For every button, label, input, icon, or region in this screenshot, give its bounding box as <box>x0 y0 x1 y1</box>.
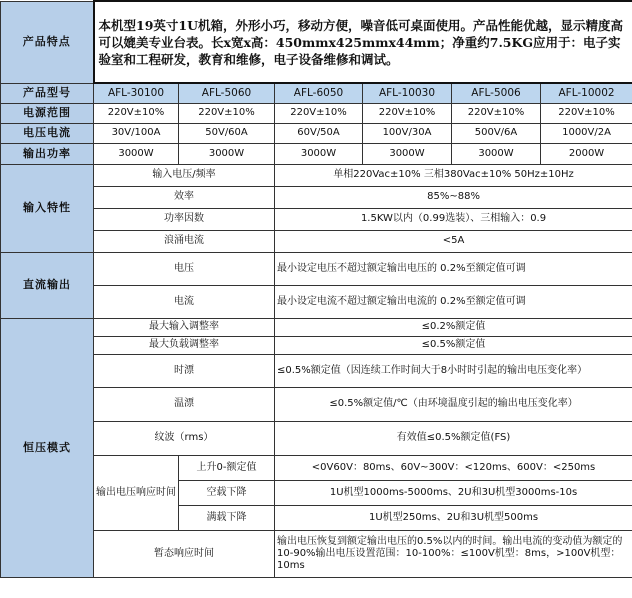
transient-label: 暂态响应时间 <box>94 530 275 577</box>
power-range-cell: 220V±10% <box>452 103 541 123</box>
output-power-label: 输出功率 <box>1 143 94 164</box>
model-cell: AFL-10002 <box>541 83 632 103</box>
power-range-cell: 220V±10% <box>94 103 179 123</box>
input-param-name: 功率因数 <box>94 208 275 230</box>
output-power-cell: 3000W <box>94 143 179 164</box>
input-param-name: 效率 <box>94 186 275 208</box>
features-text: 本机型19英寸1U机箱，外形小巧，移动方便，噪音低可桌面使用。产品性能优越，显示精度高可以媲美专业台表。长x宽x高：450mmx425mmx44mm；净重约7.5KG应用于：电子实验室和工程研发，教育和维修，电子设备维修和调试。 <box>94 1 632 83</box>
volt-curr-cell: 30V/100A <box>94 123 179 143</box>
cv-param-name: 时漂 <box>94 354 275 387</box>
input-param-value: <5A <box>275 230 632 252</box>
cv-param-value: 有效值≤0.5%额定值(FS) <box>275 421 632 455</box>
dc-param-value: 最小设定电流不超过额定输出电流的 0.2%至额定值可调 <box>275 285 632 318</box>
response-param-value: 1U机型250ms、2U和3U机型500ms <box>275 505 632 530</box>
volt-curr-cell: 50V/60A <box>179 123 275 143</box>
dc-param-value: 最小设定电压不超过额定输出电压的 0.2%至额定值可调 <box>275 252 632 285</box>
model-cell: AFL-5006 <box>452 83 541 103</box>
dc-param-name: 电压 <box>94 252 275 285</box>
volt-curr-cell: 500V/6A <box>452 123 541 143</box>
power-range-label: 电源范围 <box>1 103 94 123</box>
cv-param-value: ≤0.5%额定值/℃（由环境温度引起的输出电压变化率） <box>275 387 632 421</box>
cv-param-name: 纹波（rms） <box>94 421 275 455</box>
cv-param-value: ≤0.5%额定值（因连续工作时间大于8小时时引起的输出电压变化率） <box>275 354 632 387</box>
output-power-cell: 3000W <box>275 143 363 164</box>
response-param-name: 满载下降 <box>179 505 275 530</box>
power-range-cell: 220V±10% <box>541 103 632 123</box>
model-cell: AFL-10030 <box>363 83 452 103</box>
response-time-label: 输出电压响应时间 <box>94 455 179 530</box>
volt-curr-cell: 1000V/2A <box>541 123 632 143</box>
model-cell: AFL-30100 <box>94 83 179 103</box>
response-param-value: 1U机型1000ms-5000ms、2U和3U机型3000ms-10s <box>275 480 632 505</box>
volt-curr-cell: 100V/30A <box>363 123 452 143</box>
response-param-name: 上升0-额定值 <box>179 455 275 480</box>
cv-param-name: 最大输入调整率 <box>94 318 275 336</box>
cv-param-value: ≤0.2%额定值 <box>275 318 632 336</box>
output-power-cell: 3000W <box>179 143 275 164</box>
output-power-cell: 3000W <box>363 143 452 164</box>
cv-param-name: 最大负载调整率 <box>94 336 275 354</box>
input-param-value: 1.5KW以内（0.99选装）、三相输入：0.9 <box>275 208 632 230</box>
response-param-name: 空载下降 <box>179 480 275 505</box>
model-cell: AFL-6050 <box>275 83 363 103</box>
input-param-name: 输入电压/频率 <box>94 164 275 186</box>
cv-param-name: 温漂 <box>94 387 275 421</box>
power-range-cell: 220V±10% <box>275 103 363 123</box>
dc-param-name: 电流 <box>94 285 275 318</box>
response-param-value: <0V60V：80ms、60V~300V：<120ms、600V：<250ms <box>275 455 632 480</box>
transient-value: 输出电压恢复到额定输出电压的0.5%以内的时间。输出电流的变动值为额定的10-90%输出电压设置范围：10-100%：≤100V机型：8ms，>100V机型：10ms <box>275 530 632 577</box>
model-cell: AFL-5060 <box>179 83 275 103</box>
output-power-cell: 3000W <box>452 143 541 164</box>
dc-output-label: 直流输出 <box>1 252 94 318</box>
cv-param-value: ≤0.5%额定值 <box>275 336 632 354</box>
output-power-cell: 2000W <box>541 143 632 164</box>
input-param-value: 85%~88% <box>275 186 632 208</box>
cv-mode-label: 恒压模式 <box>1 318 94 577</box>
model-label: 产品型号 <box>1 83 94 103</box>
volt-curr-cell: 60V/50A <box>275 123 363 143</box>
features-label: 产品特点 <box>1 1 94 83</box>
input-param-value: 单相220Vac±10% 三相380Vac±10% 50Hz±10Hz <box>275 164 632 186</box>
power-range-cell: 220V±10% <box>179 103 275 123</box>
volt-curr-label: 电压电流 <box>1 123 94 143</box>
input-section-label: 输入特性 <box>1 164 94 252</box>
input-param-name: 浪涌电流 <box>94 230 275 252</box>
power-range-cell: 220V±10% <box>363 103 452 123</box>
